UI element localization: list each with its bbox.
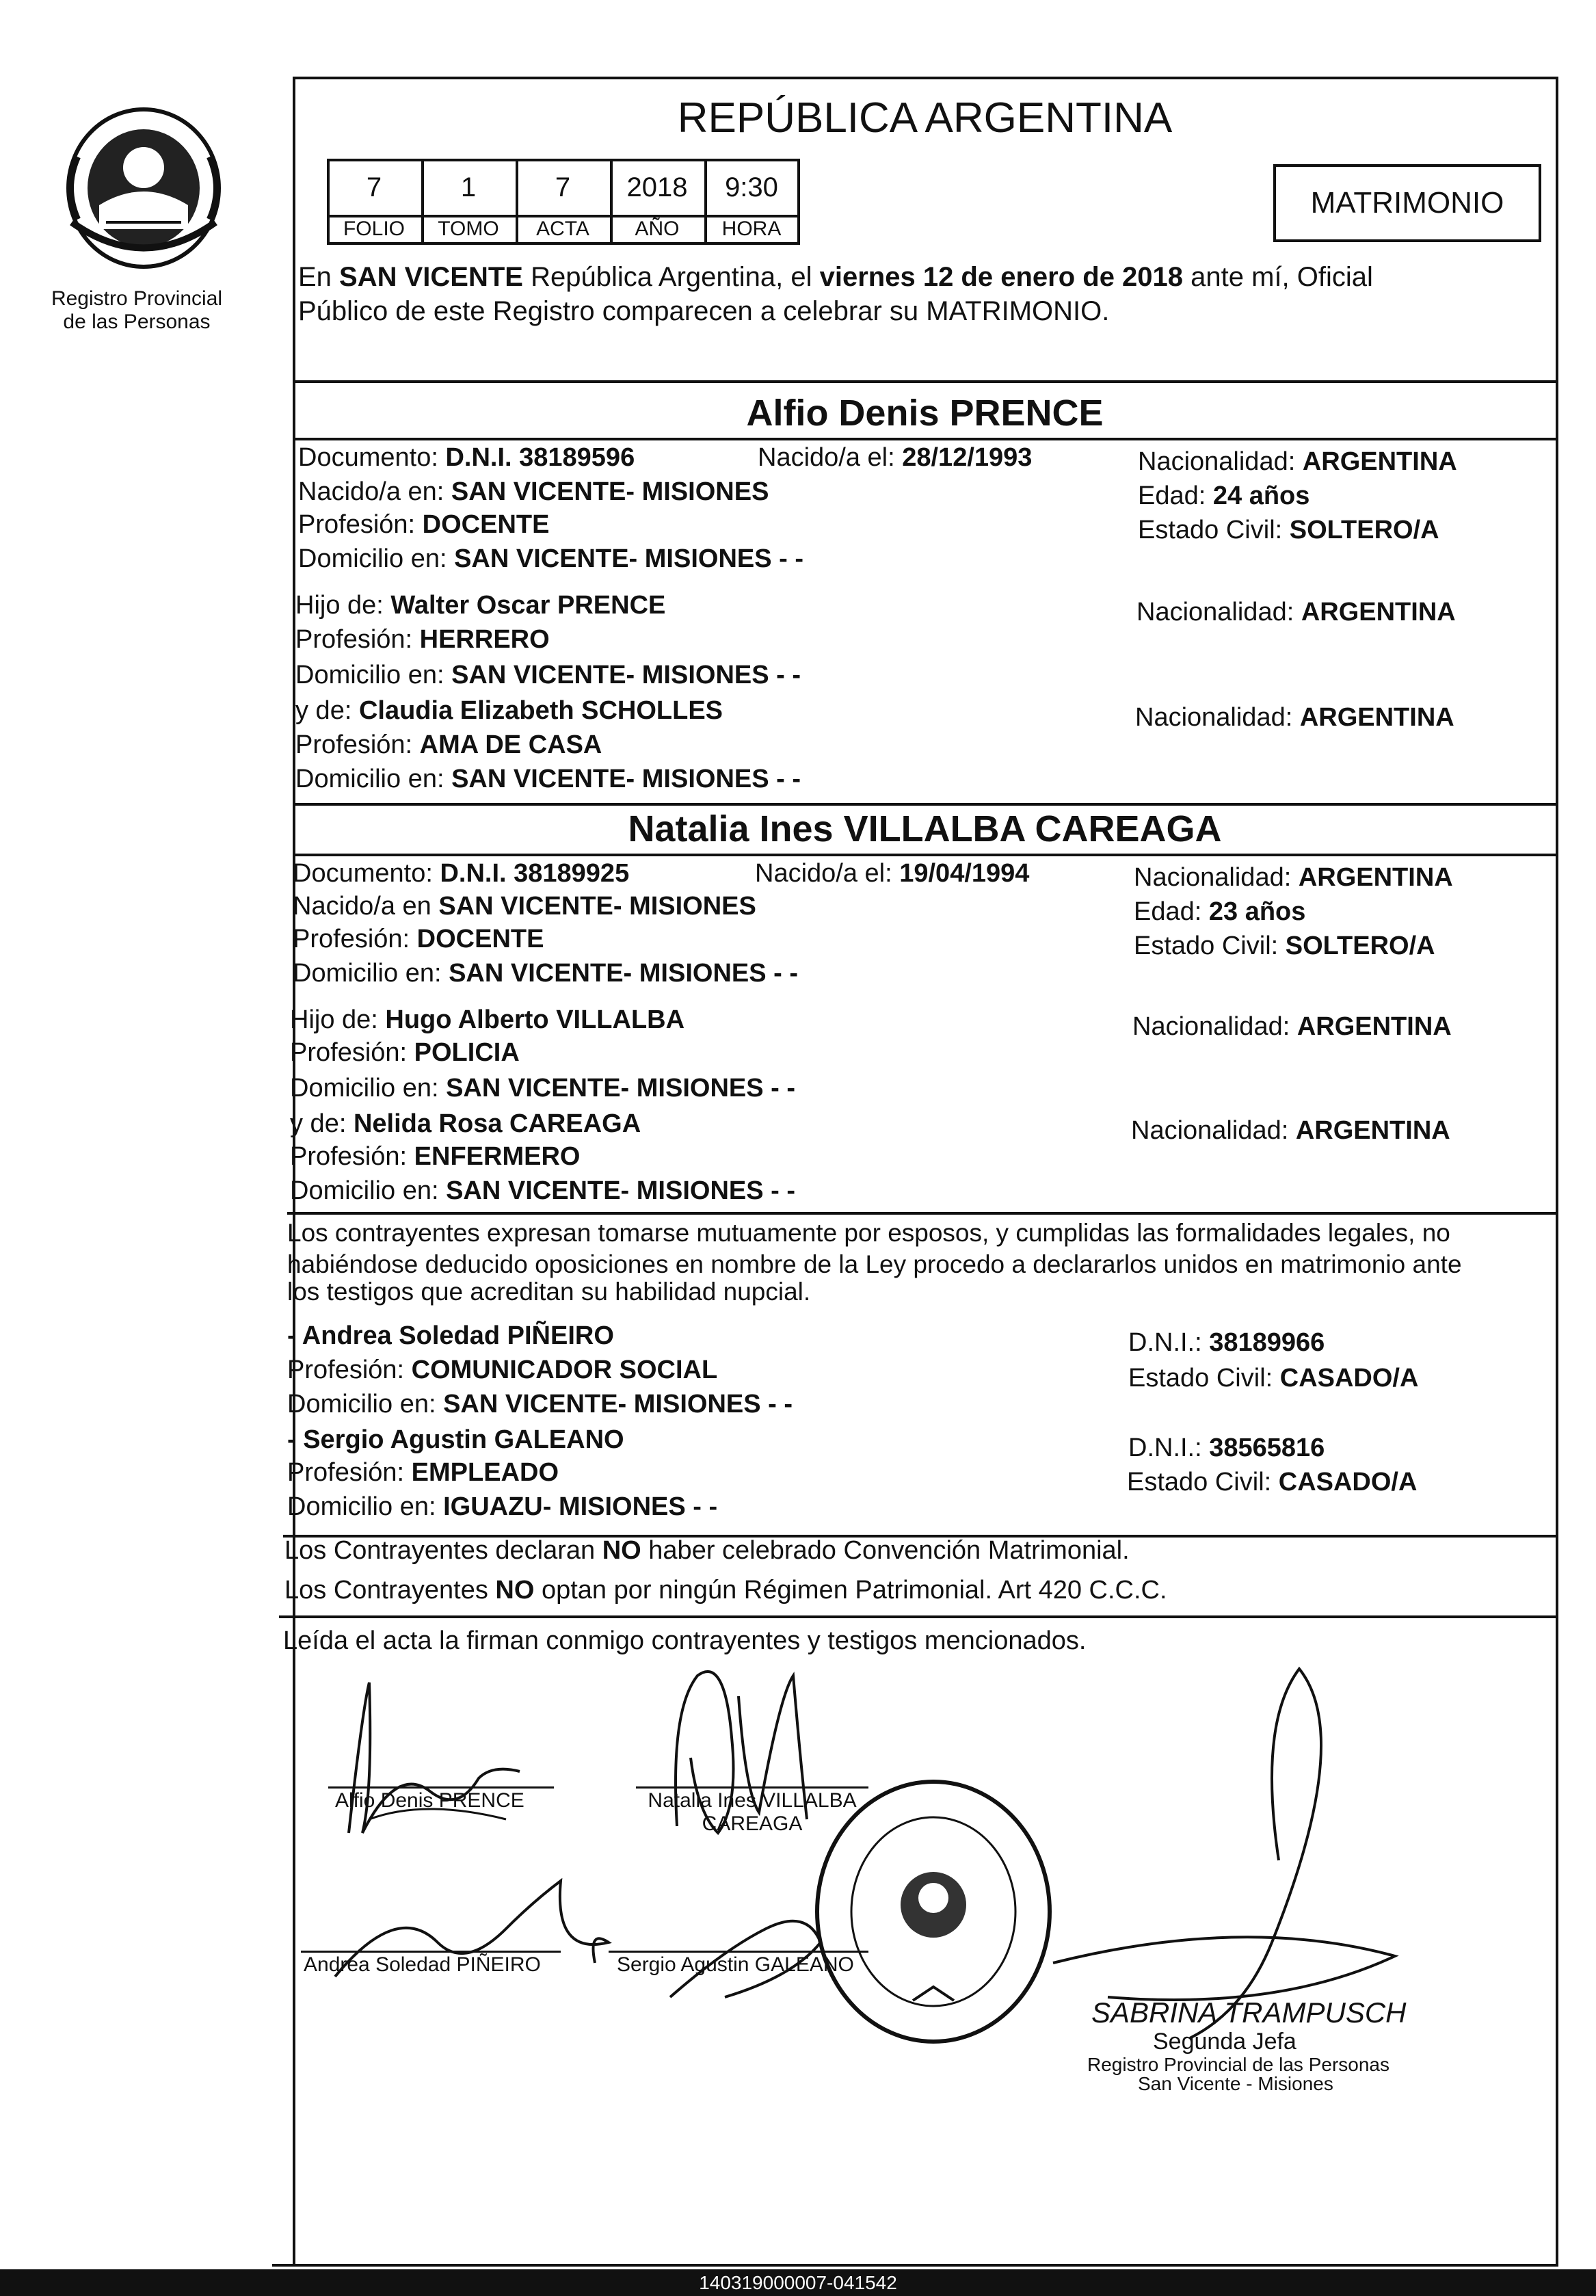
- bride-birthplace: Nacido/a en SAN VICENTE- MISIONES: [293, 892, 756, 921]
- logo-caption: Registro Provincial de las Personas: [51, 287, 223, 333]
- declaration-line-1: Los contrayentes expresan tomarse mutuamente por esposos, y cumplidas las formalidades legales, no: [287, 1219, 1450, 1247]
- official-role: Segunda Jefa: [1153, 2029, 1296, 2055]
- hour-value: 9:30: [725, 172, 778, 202]
- province-logo: [58, 103, 229, 287]
- declaration-line-2: habiéndose deducido oposiciones en nombre de la Ley procedo a declararlos unidos en matrimonio ante: [287, 1250, 1462, 1278]
- witness-2-name: - Sergio Agustin GALEANO: [287, 1425, 624, 1454]
- intro-line-2: Público de este Registro comparecen a celebrar su MATRIMONIO.: [298, 296, 1110, 326]
- bride-mother-profession: Profesión: ENFERMERO: [290, 1142, 581, 1171]
- groom-top-rule: [293, 380, 1558, 383]
- official-name: SABRINA TRAMPUSCH: [1091, 1996, 1407, 2029]
- witness-2-civil-status: Estado Civil: CASADO/A: [1127, 1468, 1418, 1496]
- frame-right: [1556, 77, 1558, 2267]
- bride-top-rule: [293, 803, 1558, 806]
- registry-table: [327, 159, 800, 245]
- witness-2-dni: D.N.I.: 38565816: [1128, 1434, 1325, 1462]
- frame-bottom: [272, 2264, 1558, 2267]
- tomo-value: 1: [460, 172, 477, 202]
- signature-rule: [279, 1615, 1558, 1618]
- groom-civil-status: Estado Civil: SOLTERO/A: [1138, 516, 1439, 544]
- groom-name-rule: [293, 438, 1558, 440]
- province-seal-icon: [58, 103, 229, 287]
- bride-age: Edad: 23 años: [1134, 897, 1306, 926]
- year-value: 2018: [626, 172, 688, 202]
- groom-father-nationality: Nacionalidad: ARGENTINA: [1136, 598, 1456, 626]
- official-stamp-icon: [810, 1775, 1056, 2048]
- folio-label: FOLIO: [343, 217, 405, 240]
- witness1-sign-line: [301, 1951, 561, 1953]
- bride-father-profession: Profesión: POLICIA: [290, 1038, 520, 1067]
- year-label: AÑO: [635, 217, 680, 240]
- witness-1-name: - Andrea Soledad PIÑEIRO: [287, 1321, 614, 1350]
- regime-line-1: Los Contrayentes declaran NO haber celebrado Convención Matrimonial.: [284, 1536, 1130, 1565]
- declaration-rule: [287, 1212, 1558, 1215]
- bride-mother-nationality: Nacionalidad: ARGENTINA: [1131, 1116, 1450, 1145]
- groom-age: Edad: 24 años: [1138, 481, 1310, 510]
- witness-2-domicile: Domicilio en: IGUAZU- MISIONES - -: [287, 1492, 718, 1521]
- witness-1-profession: Profesión: COMUNICADOR SOCIAL: [287, 1356, 718, 1384]
- groom-document: Documento: D.N.I. 38189596: [298, 443, 635, 472]
- groom-father: Hijo de: Walter Oscar PRENCE: [295, 591, 666, 620]
- witness1-signature-name: Andrea Soledad PIÑEIRO: [304, 1953, 541, 1976]
- bride-profession: Profesión: DOCENTE: [293, 925, 544, 953]
- bride-document: Documento: D.N.I. 38189925: [293, 859, 630, 888]
- official-place: San Vicente - Misiones: [1138, 2073, 1333, 2094]
- bride-civil-status: Estado Civil: SOLTERO/A: [1134, 932, 1435, 960]
- act-type-box: [1273, 164, 1541, 242]
- groom-mother-profession: Profesión: AMA DE CASA: [295, 730, 602, 759]
- closing-text: Leída el acta la firman conmigo contrayentes y testigos mencionados.: [283, 1626, 1087, 1655]
- bride-nationality: Nacionalidad: ARGENTINA: [1134, 863, 1453, 892]
- groom-mother-nationality: Nacionalidad: ARGENTINA: [1135, 703, 1454, 732]
- groom-name: Alfio Denis PRENCE: [746, 393, 1104, 434]
- groom-domicile: Domicilio en: SAN VICENTE- MISIONES - -: [298, 544, 803, 573]
- bride-father-domicile: Domicilio en: SAN VICENTE- MISIONES - -: [290, 1074, 795, 1103]
- groom-mother: y de: Claudia Elizabeth SCHOLLES: [295, 696, 723, 725]
- folio-value: 7: [366, 172, 382, 202]
- witness-2-profession: Profesión: EMPLEADO: [287, 1458, 559, 1487]
- bride-domicile: Domicilio en: SAN VICENTE- MISIONES - -: [293, 959, 798, 988]
- witness-1-domicile: Domicilio en: SAN VICENTE- MISIONES - -: [287, 1390, 793, 1418]
- hour-label: HORA: [721, 217, 782, 240]
- bride-mother-domicile: Domicilio en: SAN VICENTE- MISIONES - -: [290, 1176, 795, 1205]
- witness-1-dni: D.N.I.: 38189966: [1128, 1328, 1325, 1357]
- groom-father-profession: Profesión: HERRERO: [295, 625, 550, 654]
- page-title: REPÚBLICA ARGENTINA: [677, 94, 1173, 142]
- tomo-label: TOMO: [438, 217, 499, 240]
- official-office: Registro Provincial de las Personas: [1087, 2054, 1389, 2075]
- groom-father-domicile: Domicilio en: SAN VICENTE- MISIONES - -: [295, 661, 801, 689]
- intro-line-1: En SAN VICENTE República Argentina, el viernes 12 de enero de 2018 ante mí, Oficial: [298, 262, 1373, 292]
- groom-sign-line: [328, 1786, 554, 1789]
- groom-birthplace: Nacido/a en: SAN VICENTE- MISIONES: [298, 477, 769, 506]
- bride-father: Hijo de: Hugo Alberto VILLALBA: [290, 1005, 685, 1034]
- acta-label: ACTA: [536, 217, 589, 240]
- acta-value: 7: [555, 172, 571, 202]
- bride-father-nationality: Nacionalidad: ARGENTINA: [1132, 1012, 1452, 1041]
- groom-birthdate: Nacido/a el: 28/12/1993: [758, 443, 1033, 472]
- bride-mother: y de: Nelida Rosa CAREAGA: [290, 1109, 641, 1138]
- groom-signature-name: Alfio Denis PRENCE: [335, 1789, 524, 1812]
- witness2-signature-name: Sergio Agustin GALEANO: [617, 1953, 854, 1976]
- frame-top: [293, 77, 1558, 79]
- act-type-label: MATRIMONIO: [1310, 186, 1504, 220]
- regime-line-2: Los Contrayentes NO optan por ningún Régimen Patrimonial. Art 420 C.C.C.: [284, 1576, 1167, 1605]
- bride-name: Natalia Ines VILLALBA CAREAGA: [628, 808, 1222, 849]
- groom-profession: Profesión: DOCENTE: [298, 510, 550, 539]
- witness-1-civil-status: Estado Civil: CASADO/A: [1128, 1364, 1419, 1393]
- declaration-line-3: los testigos que acreditan su habilidad nupcial.: [287, 1278, 811, 1306]
- bride-name-rule: [293, 854, 1558, 856]
- groom-nationality: Nacionalidad: ARGENTINA: [1138, 447, 1457, 476]
- groom-mother-domicile: Domicilio en: SAN VICENTE- MISIONES - -: [295, 765, 801, 793]
- bride-birthdate: Nacido/a el: 19/04/1994: [755, 859, 1030, 888]
- document-barcode-id: 140319000007-041542: [0, 2269, 1596, 2296]
- bride-signature-name: Natalia Ines VILLALBA CAREAGA: [648, 1789, 857, 1835]
